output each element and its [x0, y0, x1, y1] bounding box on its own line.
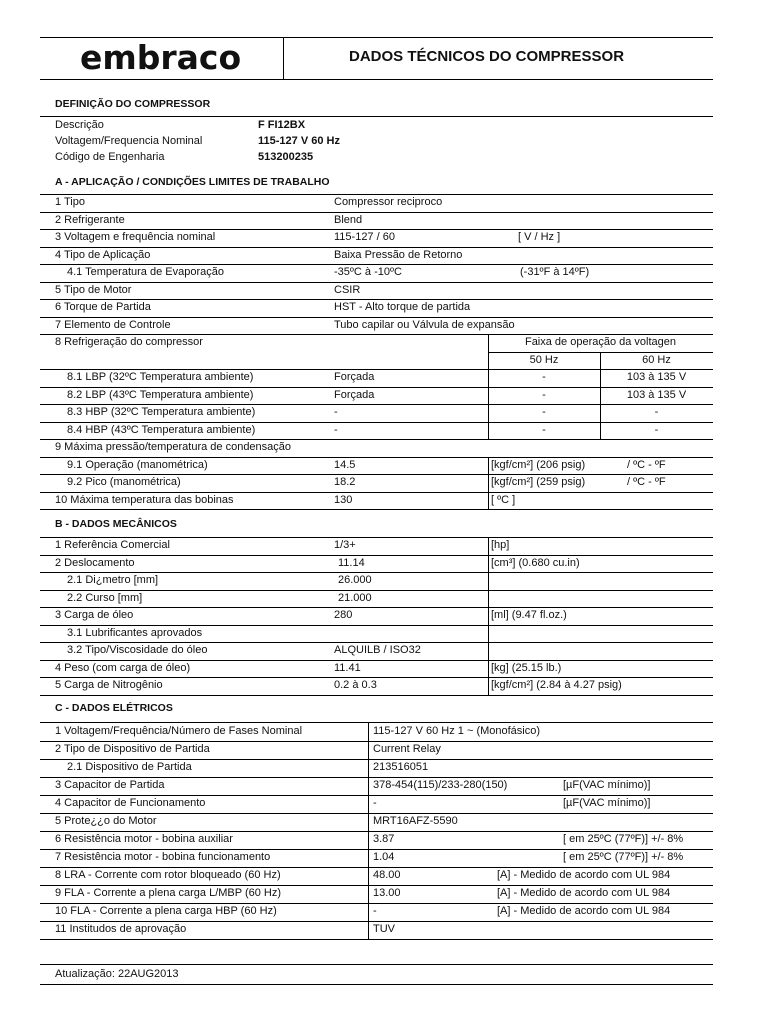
refrig-row-50hz: - [542, 371, 546, 383]
bobinas-label: 10 Máxima temperatura das bobinas [55, 493, 234, 506]
header-divider [283, 37, 284, 79]
row-rule [40, 509, 713, 510]
definicao-label: Código de Engenharia [55, 151, 165, 163]
refrig-row-50hz: - [542, 406, 546, 418]
secA-row [0, 299, 768, 317]
secC-label: 9 FLA - Corrente a plena carga L/MBP (60 Hz) [55, 887, 282, 899]
secC-value: MRT16AFZ-5590 [373, 815, 458, 827]
pressao-row [0, 457, 768, 475]
definicao-row [0, 149, 768, 167]
secC-row [0, 777, 768, 795]
secA-value: Baixa Pressão de Retorno [334, 248, 463, 261]
secC-col-rule [368, 723, 369, 939]
refrig-hz-row [0, 352, 768, 370]
refrig-col-rule [488, 334, 489, 439]
pressao-row-value: 14.5 [334, 458, 356, 471]
secB-value: 280 [334, 609, 353, 621]
secB-value: 11.41 [334, 661, 361, 674]
hz60-header: 60 Hz [642, 353, 671, 366]
secA-value: HST - Alto torque de partida [334, 301, 471, 313]
secC-label: 8 LRA - Corrente com rotor bloqueado (60 Hz) [55, 869, 281, 881]
secA-row [0, 212, 768, 230]
pressao-row-temp: / ºC - ºF [627, 476, 666, 488]
secA-row [0, 317, 768, 335]
refrig-row-60hz: - [654, 406, 659, 418]
secB-unit: [ml] (9.47 fl.oz.) [491, 609, 567, 621]
secB-col-rule [488, 537, 489, 695]
refrig-row-value: - [334, 406, 338, 418]
refrig-row-value: - [334, 423, 338, 436]
secB-value: 26.000 [338, 574, 372, 586]
secB-label: 2.2 Curso [mm] [67, 591, 143, 604]
secB-value: 1/3+ [334, 539, 356, 551]
secC-value: 213516051 [373, 761, 429, 773]
secB-value: ALQUILB / ISO32 [334, 644, 421, 656]
secA-row [0, 194, 768, 212]
refrig-row [0, 387, 768, 405]
refrig-row-label: 8.4 HBP (43ºC Temperatura ambiente) [67, 423, 256, 436]
definicao-value: 513200235 [258, 151, 314, 163]
refrig-row-label: 8.3 HBP (32ºC Temperatura ambiente) [67, 406, 256, 418]
secB-row [0, 660, 768, 678]
secC-row [0, 795, 768, 813]
secA-value: 115-127 / 60 [334, 231, 395, 243]
secC-row [0, 867, 768, 885]
secA-label: 2 Refrigerante [55, 213, 125, 226]
secC-row [0, 723, 768, 741]
pressao-col-rule [488, 457, 489, 510]
secC-label: 1 Voltagem/Frequência/Número de Fases Nominal [55, 725, 303, 737]
secC-heading: C - DADOS ELÉTRICOS [55, 702, 173, 714]
definicao-value: 115-127 V 60 Hz [258, 135, 340, 147]
secC-row [0, 921, 768, 939]
secC-value: 3.87 [373, 833, 395, 845]
secA-value: Tubo capilar ou Válvula de expansão [334, 318, 515, 331]
definicao-label: Voltagem/Frequencia Nominal [55, 135, 203, 147]
refrig-col-rule [600, 352, 601, 440]
secC-value: 48.00 [373, 869, 401, 881]
secB-row [0, 555, 768, 573]
secA-row [0, 264, 768, 282]
bobinas-value: 130 [334, 493, 353, 506]
secC-row [0, 759, 768, 777]
secA-row [0, 229, 768, 247]
secC-unit: [µF(VAC mínimo)] [563, 779, 651, 791]
refrig-row-value: Forçada [334, 388, 375, 401]
secA-value: Compressor reciproco [334, 196, 443, 208]
secA-value: -35ºC à -10ºC [334, 266, 402, 278]
secC-row [0, 903, 768, 921]
secB-label: 4 Peso (com carga de óleo) [55, 661, 191, 674]
secC-unit: [µF(VAC mínimo)] [563, 797, 651, 809]
secA-label: 4 Tipo de Aplicação [55, 248, 151, 261]
secC-label: 3 Capacitor de Partida [55, 779, 165, 791]
refrig-row-50hz: - [542, 388, 546, 401]
secB-label: 3 Carga de óleo [55, 609, 134, 621]
secC-value: 115-127 V 60 Hz 1 ~ (Monofásico) [373, 725, 541, 737]
secC-value: 13.00 [373, 887, 401, 899]
definicao-label: Descrição [55, 119, 104, 131]
refrig-row-60hz: 103 à 135 V [626, 371, 687, 383]
secA-label: 7 Elemento de Controle [55, 318, 171, 331]
secB-label: 2.1 Di¿metro [mm] [67, 574, 159, 586]
refrig-header-row [0, 334, 768, 352]
secC-row [0, 885, 768, 903]
secB-label: 3.2 Tipo/Viscosidade do óleo [67, 644, 208, 656]
secB-value: 11.14 [338, 556, 365, 569]
pressao-row-value: 18.2 [334, 476, 356, 488]
footer-bottom-rule [40, 984, 713, 985]
secC-label: 4 Capacitor de Funcionamento [55, 797, 206, 809]
secB-row [0, 572, 768, 590]
secC-unit: [A] - Medido de acordo com UL 984 [497, 887, 671, 899]
refrig-row-value: Forçada [334, 371, 375, 383]
secA-extra: (-31ºF à 14ºF) [520, 266, 590, 278]
secC-label: 6 Resistência motor - bobina auxiliar [55, 833, 233, 845]
refrig-row-label: 8.2 LBP (43ºC Temperatura ambiente) [67, 388, 254, 401]
pressao-row-unit: [kgf/cm²] (206 psig) [491, 458, 586, 471]
secA-value: CSIR [334, 283, 361, 296]
definicao-value: F FI12BX [258, 119, 306, 131]
secC-row [0, 849, 768, 867]
pressao-header-row [0, 439, 768, 457]
secB-unit: [kgf/cm²] (2.84 à 4.27 psig) [491, 679, 622, 691]
bobinas-row [0, 492, 768, 510]
secB-label: 1 Referência Comercial [55, 539, 170, 551]
secC-unit: [ em 25ºC (77ºF)] +/- 8% [563, 833, 684, 845]
secB-row [0, 590, 768, 608]
secC-label: 7 Resistência motor - bobina funcionamento [55, 851, 271, 863]
header-bottom-rule [40, 79, 713, 80]
secB-row [0, 677, 768, 695]
bobinas-unit: [ ºC ] [491, 493, 516, 506]
pressao-row-label: 9.2 Pico (manométrica) [67, 476, 181, 488]
secA-label: 1 Tipo [55, 196, 85, 208]
secB-value: 21.000 [338, 591, 372, 604]
secA-label: 5 Tipo de Motor [55, 283, 132, 296]
pressao-row-label: 9.1 Operação (manométrica) [67, 458, 208, 471]
voltage-range-header: Faixa de operação da voltagen [524, 336, 677, 348]
secB-value: 0.2 à 0.3 [334, 679, 377, 691]
refrig-row [0, 369, 768, 387]
secC-label: 2 Tipo de Dispositivo de Partida [55, 743, 210, 755]
secC-unit: [ em 25ºC (77ºF)] +/- 8% [563, 851, 684, 863]
secC-label: 2.1 Dispositivo de Partida [67, 761, 192, 773]
secC-value: 378-454(115)/233-280(150) [373, 779, 508, 791]
pressao-row [0, 474, 768, 492]
secC-value: 1.04 [373, 851, 395, 863]
secC-value: Current Relay [373, 743, 441, 755]
row-rule [40, 939, 713, 940]
secA-value: Blend [334, 213, 363, 226]
page-title: DADOS TÉCNICOS DO COMPRESSOR [349, 48, 625, 65]
secB-row [0, 625, 768, 643]
secA-label: 4.1 Temperatura de Evaporação [67, 266, 224, 278]
secA-extra: [ V / Hz ] [518, 231, 561, 243]
secB-row [0, 607, 768, 625]
secA-row [0, 282, 768, 300]
secA-row [0, 247, 768, 265]
secC-row [0, 813, 768, 831]
pressao-label: 9 Máxima pressão/temperatura de condensação [55, 441, 292, 453]
secC-value: - [373, 797, 377, 809]
secB-row [0, 642, 768, 660]
embraco-logo: embraco [80, 38, 242, 77]
secA-heading: A - APLICAÇÃO / CONDIÇÕES LIMITES DE TRABALHO [55, 176, 330, 188]
secC-row [0, 831, 768, 849]
definicao-heading: DEFINIÇÃO DO COMPRESSOR [55, 98, 211, 110]
refrig-row-50hz: - [542, 423, 546, 436]
refrig-row [0, 422, 768, 440]
secB-label: 3.1 Lubrificantes aprovados [67, 626, 203, 639]
secC-label: 5 Prote¿¿o do Motor [55, 815, 157, 827]
secB-label: 2 Deslocamento [55, 556, 135, 569]
pressao-row-temp: / ºC - ºF [627, 458, 666, 471]
secA-label: 6 Torque de Partida [55, 301, 151, 313]
secB-heading: B - DADOS MECÂNICOS [55, 518, 177, 530]
secC-label: 10 FLA - Corrente a plena carga HBP (60 Hz) [55, 905, 277, 917]
refrig-row-label: 8.1 LBP (32ºC Temperatura ambiente) [67, 371, 254, 383]
secB-row [0, 537, 768, 555]
secC-value: TUV [373, 923, 395, 935]
refrig-label: 8 Refrigeração do compressor [55, 336, 203, 348]
refrig-row-60hz: - [654, 423, 659, 436]
secA-label: 3 Voltagem e frequência nominal [55, 231, 216, 243]
secC-unit: [A] - Medido de acordo com UL 984 [497, 905, 671, 917]
secC-value: - [373, 905, 377, 917]
hz50-header: 50 Hz [529, 353, 559, 366]
secC-label: 11 Institudos de aprovação [55, 923, 187, 935]
refrig-row-60hz: 103 à 135 V [626, 388, 687, 401]
pressao-row-unit: [kgf/cm²] (259 psig) [491, 476, 586, 488]
secB-unit: [kg] (25.15 lb.) [491, 661, 562, 674]
row-rule [40, 695, 713, 696]
update-date: Atualização: 22AUG2013 [55, 968, 179, 980]
secC-unit: [A] - Medido de acordo com UL 984 [497, 869, 671, 881]
refrig-row [0, 404, 768, 422]
footer-top-rule [40, 964, 713, 965]
secB-unit: [hp] [491, 539, 510, 551]
secB-unit: [cm³] (0.680 cu.in) [491, 556, 580, 569]
secB-label: 5 Carga de Nitrogênio [55, 679, 163, 691]
secC-row [0, 741, 768, 759]
